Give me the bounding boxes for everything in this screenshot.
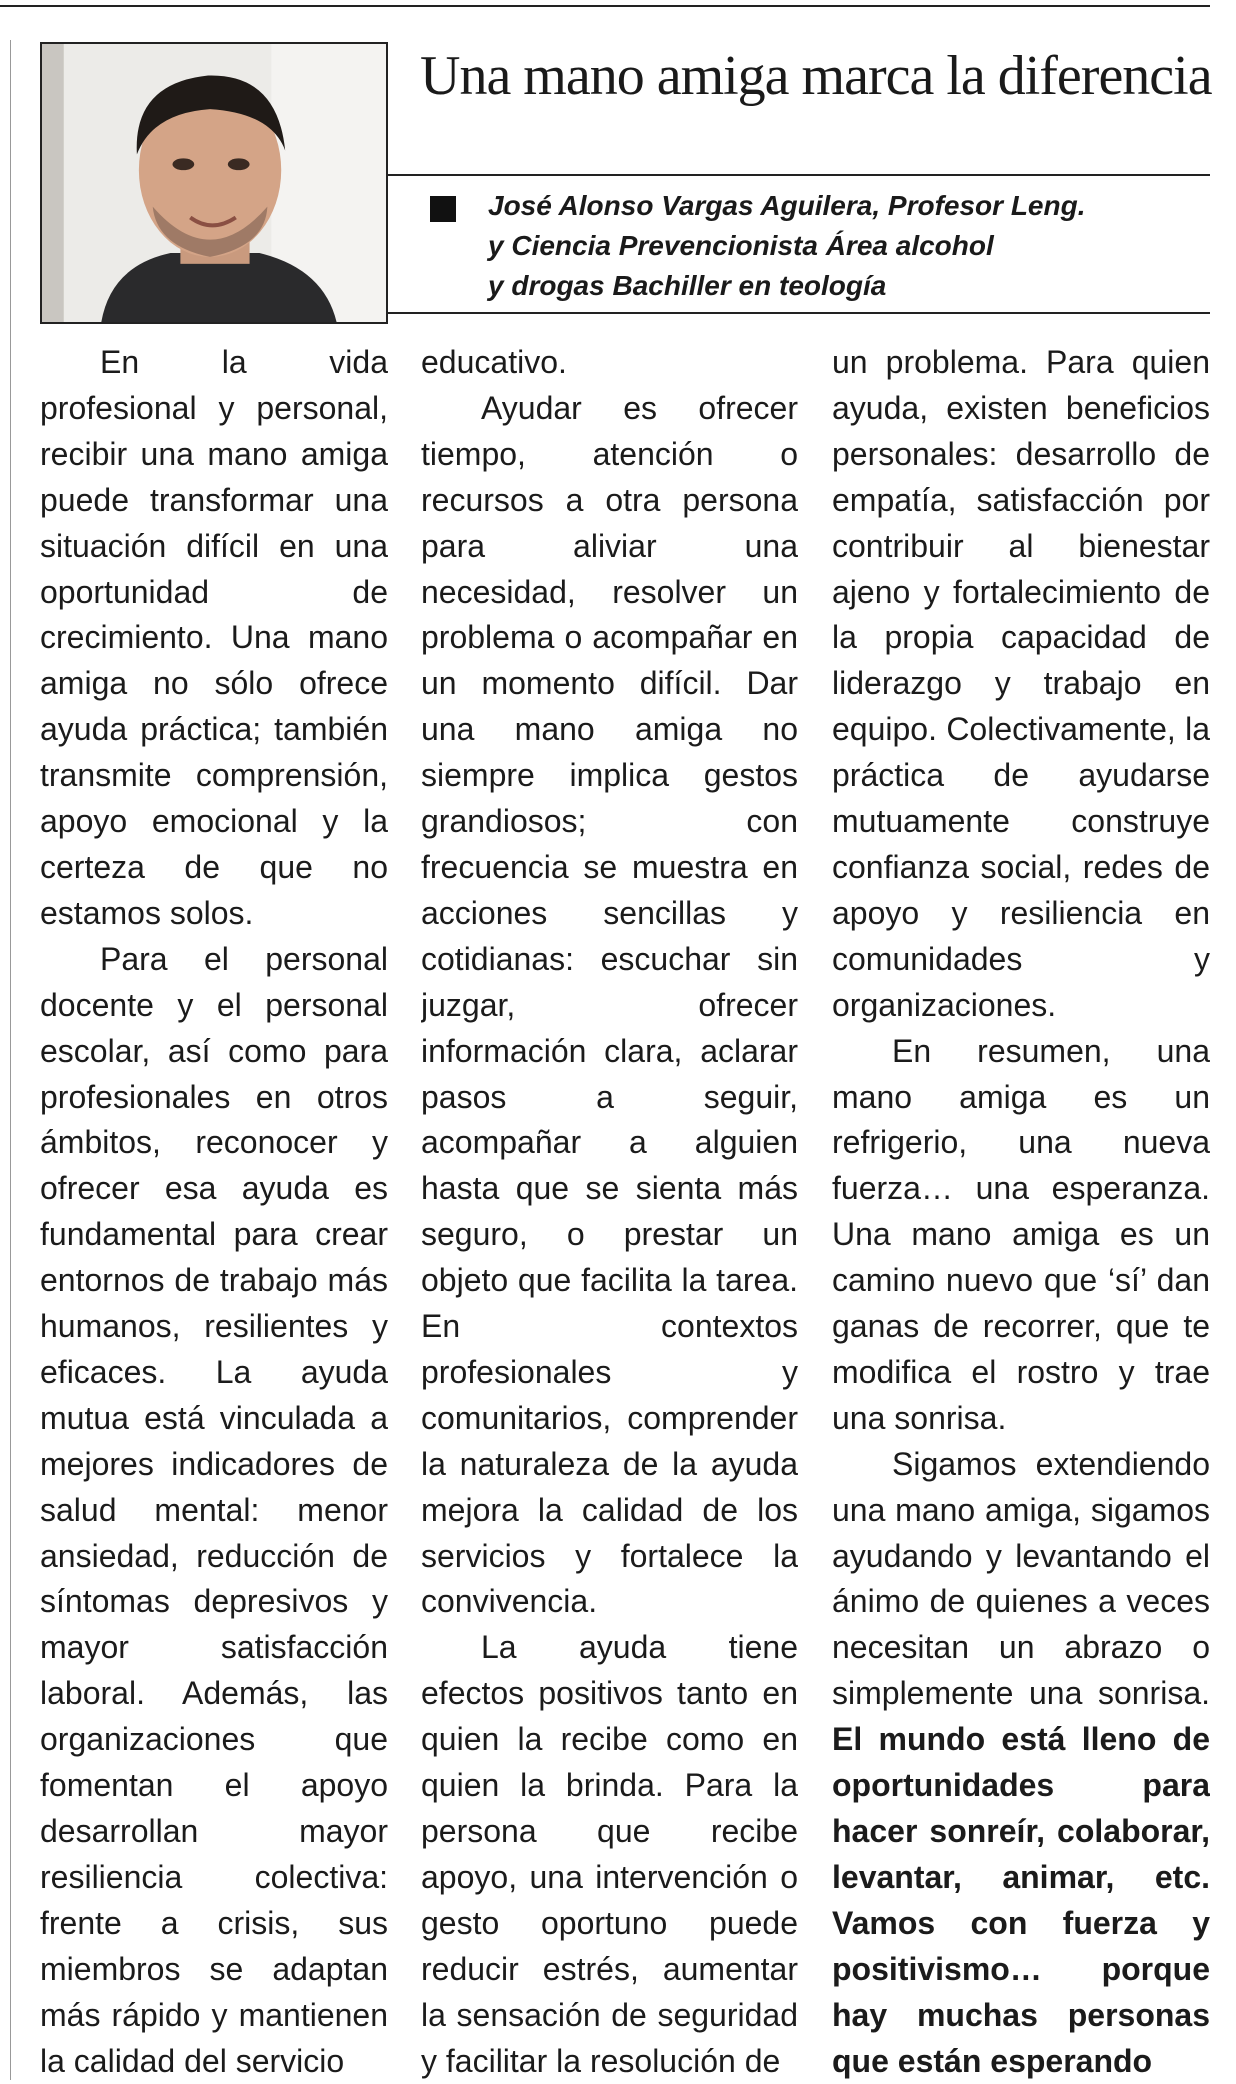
paragraph-docentes: Para el personal docente y el personal escolar, así como para profesionales en otros ámbitos, reconocer y ofrecer esa ayuda es fundamental para crear entornos de trabajo más humanos, resilientes y eficaces. La ayuda mutua está vinculada a mejores indicadores de salud mental: menor ansiedad, reducción de síntomas depresivos y mayor satisfacción laboral. Además, las organizaciones que fomentan el apoyo desarrollan mayor resiliencia colectiva: frente a crisis, sus miembros se adaptan más rápido y mantienen la calidad del servicio	[40, 940, 388, 2079]
paragraph-continued: un problema. Para quien ayuda, existen beneficios personales: desarrollo de empatía, satisfacción por contribuir al bienestar ajeno y fortalecimiento de la propia capacidad de liderazgo y trabajo en equipo. Colectivamente, la práctica de ayudarse mutuamente construye confianza social, redes de apoyo y resiliencia en comunidades y organizaciones.	[832, 344, 1210, 1023]
byline-line: José Alonso Vargas Aguilera, Profesor Leng.	[488, 190, 1086, 221]
paragraph-continued: educativo.	[421, 344, 567, 380]
author-photo	[40, 42, 388, 324]
column-1	[40, 340, 388, 2084]
byline-line: y Ciencia Prevencionista Área alcohol	[488, 230, 994, 261]
byline-rule-top	[388, 174, 1210, 176]
left-margin-rule	[10, 40, 11, 2080]
paragraph-efectos: La ayuda tiene efectos positivos tanto en quien la recibe como en quien la brinda. Para la persona que recibe apoyo, una intervención o gesto oportuno puede reducir estrés, aumentar la sensación de seguridad y facilitar la resolución de	[421, 1629, 798, 2079]
paragraph-resumen: En resumen, una mano amiga es un refrigerio, una nueva fuerza… una esperanza. Una mano amiga es un camino nuevo que ‘sí’ dan ganas de recorrer, que te modifica el rostro y trae una sonrisa.	[832, 1032, 1210, 1436]
closing-bold: El mundo está lleno de oportunidades para hacer sonreír, colaborar, levantar, animar, etc. Vamos con fuerza y positivismo… porque hay muchas personas que están esperando	[832, 1721, 1210, 2079]
paragraph-intro: En la vida profesional y personal, recibir una mano amiga puede transformar una situación difícil en una oportunidad de crecimiento. Una mano amiga no sólo ofrece ayuda práctica; también transmite comprensión, apoyo emocional y la certeza de que no estamos solos.	[40, 344, 388, 931]
byline-rule-bottom	[388, 312, 1210, 314]
byline-line: y drogas Bachiller en teología	[488, 270, 887, 301]
top-rule	[0, 5, 1210, 7]
article-headline: Una mano amiga marca la diferencia	[420, 45, 1212, 107]
byline	[488, 186, 1208, 306]
paragraph-ayudar: Ayudar es ofrecer tiempo, atención o recursos a otra persona para aliviar una necesidad, resolver un problema o acompañar en un momento difícil. Dar una mano amiga no siempre implica gestos grandiosos; con frecuencia se muestra en acciones sencillas y cotidianas: escuchar sin juzgar, ofrecer información clara, aclarar pasos a seguir, acompañar a alguien hasta que se sienta más seguro, o prestar un objeto que facilita la tarea. En contextos profesionales y comunitarios, comprender la naturaleza de la ayuda mejora la calidad de los servicios y fortalece la convivencia.	[421, 389, 798, 1620]
column-2	[421, 340, 798, 2084]
closing-lead: Sigamos extendiendo una mano amiga, sigamos ayudando y levantando el ánimo de quienes a veces necesitan un abrazo o simplemente una sonrisa.	[832, 1445, 1210, 1712]
paragraph-closing	[832, 1442, 1210, 2084]
byline-square-icon	[430, 196, 456, 222]
column-3	[832, 340, 1210, 2084]
